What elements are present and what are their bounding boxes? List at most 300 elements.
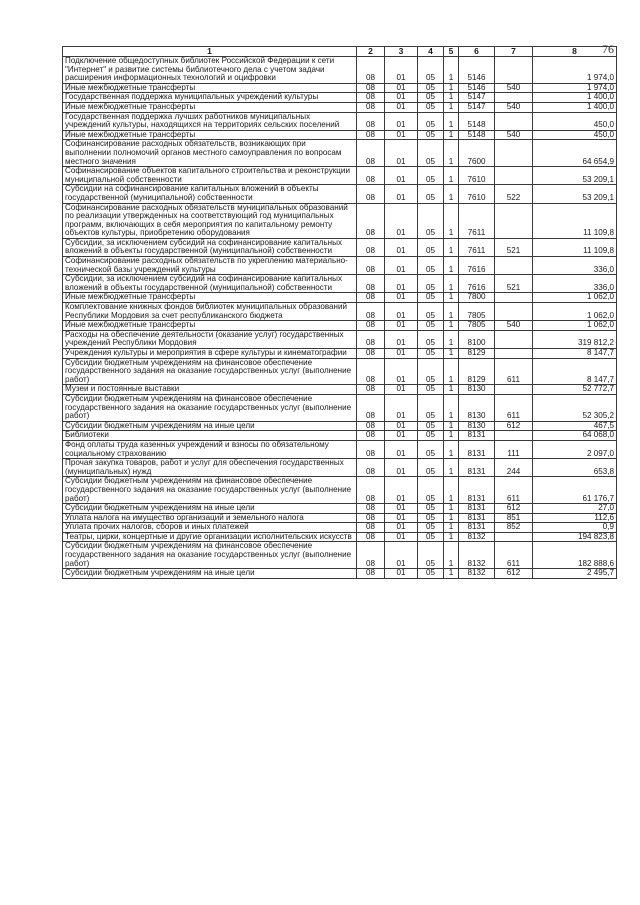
code-target: 8100 — [459, 330, 495, 348]
code-expense-type: 612 — [495, 421, 533, 431]
row-amount: 64 654,9 — [533, 140, 617, 167]
code-expense-type — [495, 112, 533, 130]
code-section: 08 — [357, 421, 385, 431]
code-section: 08 — [357, 569, 385, 579]
code-program: 1 — [444, 275, 459, 293]
row-description: Субсидии бюджетным учреждениям на иные цели — [63, 421, 357, 431]
code-section: 08 — [357, 542, 385, 569]
code-section: 08 — [357, 440, 385, 458]
code-target: 8132 — [459, 532, 495, 542]
row-description: Иные межбюджетные трансферты — [63, 102, 357, 112]
code-article: 05 — [418, 504, 444, 514]
code-expense-type — [495, 532, 533, 542]
table-row — [63, 542, 617, 569]
code-article: 05 — [418, 523, 444, 533]
row-description: Софинансирование расходных обязательств по укреплению материально-технической базы учреждений культуры — [63, 257, 357, 275]
row-amount: 27,0 — [533, 504, 617, 514]
code-expense-type: 521 — [495, 275, 533, 293]
code-program: 1 — [444, 167, 459, 185]
row-description: Учреждения культуры и мероприятия в сфере культуры и кинематографии — [63, 349, 357, 359]
code-target: 8131 — [459, 431, 495, 441]
code-subsection: 01 — [385, 185, 418, 203]
code-subsection: 01 — [385, 257, 418, 275]
code-subsection: 01 — [385, 532, 418, 542]
code-target: 5148 — [459, 130, 495, 140]
code-target: 5148 — [459, 112, 495, 130]
row-description: Иные межбюджетные трансферты — [63, 293, 357, 303]
code-section: 08 — [357, 330, 385, 348]
code-article: 05 — [418, 459, 444, 477]
code-article: 05 — [418, 238, 444, 256]
code-target: 7616 — [459, 275, 495, 293]
code-subsection: 01 — [385, 167, 418, 185]
row-description: Государственная поддержка муниципальных учреждений культуры — [63, 93, 357, 103]
code-section: 08 — [357, 358, 385, 385]
row-amount: 8 147,7 — [533, 349, 617, 359]
row-description: Уплата налога на имущество организаций и земельного налога — [63, 513, 357, 523]
code-section: 08 — [357, 513, 385, 523]
row-description: Фонд оплаты труда казенных учреждений и взносы по обязательному социальному страхованию — [63, 440, 357, 458]
code-article: 05 — [418, 57, 444, 84]
code-program: 1 — [444, 330, 459, 348]
code-program: 1 — [444, 130, 459, 140]
code-expense-type: 521 — [495, 238, 533, 256]
code-expense-type: 244 — [495, 459, 533, 477]
code-article: 05 — [418, 440, 444, 458]
row-description: Театры, цирки, концертные и другие организации исполнительских искусств — [63, 532, 357, 542]
code-program: 1 — [444, 421, 459, 431]
code-target: 7611 — [459, 238, 495, 256]
row-description: Софинансирование объектов капитального строительства и реконструкции муниципальной собственности — [63, 167, 357, 185]
code-section: 08 — [357, 321, 385, 331]
code-subsection: 01 — [385, 349, 418, 359]
code-target: 5147 — [459, 102, 495, 112]
code-program: 1 — [444, 321, 459, 331]
table-row — [63, 385, 617, 395]
table-row — [63, 140, 617, 167]
table-row — [63, 257, 617, 275]
row-amount: 336,0 — [533, 257, 617, 275]
row-description: Субсидии бюджетным учреждениям на иные цели — [63, 504, 357, 514]
code-section: 08 — [357, 238, 385, 256]
code-subsection: 01 — [385, 140, 418, 167]
code-program: 1 — [444, 542, 459, 569]
code-target: 7610 — [459, 167, 495, 185]
row-amount: 52 772,7 — [533, 385, 617, 395]
code-section: 08 — [357, 459, 385, 477]
row-amount: 53 209,1 — [533, 185, 617, 203]
row-description: Иные межбюджетные трансферты — [63, 83, 357, 93]
row-description: Софинансирование расходных обязательств, возникающих при выполнении полномочий органов местного самоуправления по вопросам местного значения — [63, 140, 357, 167]
column-header: 5 — [444, 47, 459, 57]
code-subsection: 01 — [385, 504, 418, 514]
code-expense-type: 852 — [495, 523, 533, 533]
row-description: Иные межбюджетные трансферты — [63, 130, 357, 140]
code-article: 05 — [418, 93, 444, 103]
code-section: 08 — [357, 140, 385, 167]
code-article: 05 — [418, 349, 444, 359]
code-expense-type — [495, 93, 533, 103]
code-expense-type: 612 — [495, 569, 533, 579]
row-description: Субсидии, за исключением субсидий на софинансирование капитальных вложений в объекты государственной (муниципальной) собственности — [63, 275, 357, 293]
code-subsection: 01 — [385, 203, 418, 238]
code-article: 05 — [418, 257, 444, 275]
row-amount: 112,6 — [533, 513, 617, 523]
row-amount: 11 109,8 — [533, 203, 617, 238]
row-amount: 450,0 — [533, 112, 617, 130]
table-row — [63, 459, 617, 477]
row-amount: 53 209,1 — [533, 167, 617, 185]
table-row — [63, 57, 617, 84]
code-program: 1 — [444, 532, 459, 542]
code-article: 05 — [418, 83, 444, 93]
code-article: 05 — [418, 130, 444, 140]
code-section: 08 — [357, 532, 385, 542]
table-row — [63, 431, 617, 441]
code-subsection: 01 — [385, 394, 418, 421]
row-amount: 2 097,0 — [533, 440, 617, 458]
column-header: 4 — [418, 47, 444, 57]
code-program: 1 — [444, 203, 459, 238]
row-amount: 61 176,7 — [533, 477, 617, 504]
code-article: 05 — [418, 293, 444, 303]
code-article: 05 — [418, 513, 444, 523]
code-expense-type — [495, 57, 533, 84]
row-description: Субсидии бюджетным учреждениям на финансовое обеспечение государственного задания на оказание государственных услуг (выполнение работ) — [63, 542, 357, 569]
code-target: 5146 — [459, 57, 495, 84]
column-header: 1 — [63, 47, 357, 57]
code-expense-type: 111 — [495, 440, 533, 458]
code-subsection: 01 — [385, 569, 418, 579]
table-row — [63, 112, 617, 130]
code-target: 8131 — [459, 504, 495, 514]
code-program: 1 — [444, 238, 459, 256]
code-program: 1 — [444, 523, 459, 533]
code-expense-type — [495, 257, 533, 275]
code-section: 08 — [357, 93, 385, 103]
code-section: 08 — [357, 477, 385, 504]
code-subsection: 01 — [385, 112, 418, 130]
code-article: 05 — [418, 203, 444, 238]
row-description: Субсидии бюджетным учреждениям на финансовое обеспечение государственного задания на оказание государственных услуг (выполнение работ) — [63, 394, 357, 421]
table-row — [63, 275, 617, 293]
code-subsection: 01 — [385, 293, 418, 303]
code-subsection: 01 — [385, 238, 418, 256]
table-row — [63, 358, 617, 385]
code-target: 7610 — [459, 185, 495, 203]
row-description: Комплектование книжных фондов библиотек муниципальных образований Республики Мордовия за счет республиканского бюджета — [63, 303, 357, 321]
code-subsection: 01 — [385, 93, 418, 103]
code-target: 7800 — [459, 293, 495, 303]
code-subsection: 01 — [385, 477, 418, 504]
code-subsection: 01 — [385, 83, 418, 93]
code-article: 05 — [418, 431, 444, 441]
table-row — [63, 130, 617, 140]
code-section: 08 — [357, 57, 385, 84]
row-amount: 182 888,6 — [533, 542, 617, 569]
code-expense-type — [495, 203, 533, 238]
code-expense-type — [495, 140, 533, 167]
code-section: 08 — [357, 167, 385, 185]
row-description: Субсидии бюджетным учреждениям на иные цели — [63, 569, 357, 579]
code-expense-type — [495, 303, 533, 321]
code-article: 05 — [418, 358, 444, 385]
code-subsection: 01 — [385, 57, 418, 84]
table-body — [63, 57, 617, 579]
code-target: 8130 — [459, 385, 495, 395]
page-number: 76 — [602, 42, 614, 56]
code-program: 1 — [444, 185, 459, 203]
row-amount: 1 400,0 — [533, 102, 617, 112]
code-target: 7805 — [459, 321, 495, 331]
code-article: 05 — [418, 102, 444, 112]
table-row — [63, 477, 617, 504]
code-expense-type — [495, 330, 533, 348]
code-program: 1 — [444, 140, 459, 167]
code-article: 05 — [418, 167, 444, 185]
row-amount: 653,8 — [533, 459, 617, 477]
code-section: 08 — [357, 303, 385, 321]
code-section: 08 — [357, 83, 385, 93]
code-target: 7611 — [459, 203, 495, 238]
code-article: 05 — [418, 421, 444, 431]
header-row — [63, 47, 617, 57]
code-section: 08 — [357, 349, 385, 359]
table-row — [63, 440, 617, 458]
code-target: 8131 — [459, 477, 495, 504]
code-program: 1 — [444, 83, 459, 93]
code-article: 05 — [418, 569, 444, 579]
code-program: 1 — [444, 431, 459, 441]
column-header: 3 — [385, 47, 418, 57]
code-program: 1 — [444, 459, 459, 477]
code-subsection: 01 — [385, 459, 418, 477]
row-amount: 1 400,0 — [533, 93, 617, 103]
row-description: Прочая закупка товаров, работ и услуг для обеспечения государственных (муниципальных) нужд — [63, 459, 357, 477]
code-target: 8130 — [459, 394, 495, 421]
code-expense-type — [495, 167, 533, 185]
code-program: 1 — [444, 293, 459, 303]
table-row — [63, 238, 617, 256]
code-subsection: 01 — [385, 385, 418, 395]
code-subsection: 01 — [385, 130, 418, 140]
code-article: 05 — [418, 275, 444, 293]
row-amount: 64 068,0 — [533, 431, 617, 441]
code-expense-type — [495, 293, 533, 303]
code-target: 7600 — [459, 140, 495, 167]
code-article: 05 — [418, 321, 444, 331]
code-article: 05 — [418, 477, 444, 504]
code-subsection: 01 — [385, 513, 418, 523]
code-section: 08 — [357, 185, 385, 203]
table-row — [63, 349, 617, 359]
row-description: Уплата прочих налогов, сборов и иных платежей — [63, 523, 357, 533]
code-section: 08 — [357, 523, 385, 533]
code-program: 1 — [444, 358, 459, 385]
code-program: 1 — [444, 385, 459, 395]
code-program: 1 — [444, 513, 459, 523]
code-target: 8132 — [459, 542, 495, 569]
code-program: 1 — [444, 257, 459, 275]
table-row — [63, 513, 617, 523]
column-header: 8 — [533, 47, 617, 57]
code-target: 8132 — [459, 569, 495, 579]
code-expense-type: 540 — [495, 130, 533, 140]
table-row — [63, 102, 617, 112]
table-row — [63, 167, 617, 185]
code-expense-type: 611 — [495, 542, 533, 569]
row-description: Музеи и постоянные выставки — [63, 385, 357, 395]
code-subsection: 01 — [385, 440, 418, 458]
code-article: 05 — [418, 532, 444, 542]
code-target: 8131 — [459, 440, 495, 458]
budget-table — [62, 46, 617, 579]
code-target: 8131 — [459, 523, 495, 533]
code-target: 8129 — [459, 358, 495, 385]
row-amount: 52 305,2 — [533, 394, 617, 421]
code-section: 08 — [357, 112, 385, 130]
row-amount: 8 147,7 — [533, 358, 617, 385]
code-expense-type — [495, 431, 533, 441]
code-target: 8129 — [459, 349, 495, 359]
code-section: 08 — [357, 504, 385, 514]
code-target: 7805 — [459, 303, 495, 321]
code-subsection: 01 — [385, 102, 418, 112]
code-target: 5146 — [459, 83, 495, 93]
row-amount: 2 495,7 — [533, 569, 617, 579]
code-section: 08 — [357, 431, 385, 441]
row-description: Субсидии бюджетным учреждениям на финансовое обеспечение государственного задания на оказание государственных услуг (выполнение работ) — [63, 477, 357, 504]
code-section: 08 — [357, 257, 385, 275]
code-program: 1 — [444, 112, 459, 130]
row-description: Иные межбюджетные трансферты — [63, 321, 357, 331]
code-program: 1 — [444, 504, 459, 514]
table-row — [63, 185, 617, 203]
table-row — [63, 421, 617, 431]
row-description: Субсидии бюджетным учреждениям на финансовое обеспечение государственного задания на оказание государственных услуг (выполнение работ) — [63, 358, 357, 385]
row-amount: 336,0 — [533, 275, 617, 293]
row-description: Библиотеки — [63, 431, 357, 441]
code-target: 8131 — [459, 459, 495, 477]
code-expense-type — [495, 385, 533, 395]
code-program: 1 — [444, 303, 459, 321]
row-amount: 1 974,0 — [533, 57, 617, 84]
column-header: 2 — [357, 47, 385, 57]
table-row — [63, 523, 617, 533]
code-expense-type: 540 — [495, 321, 533, 331]
code-section: 08 — [357, 394, 385, 421]
table-row — [63, 394, 617, 421]
column-header: 6 — [459, 47, 495, 57]
row-description: Субсидии на софинансирование капитальных вложений в объекты государственной (муниципальной) собственности — [63, 185, 357, 203]
row-amount: 319 812,2 — [533, 330, 617, 348]
code-expense-type: 522 — [495, 185, 533, 203]
code-program: 1 — [444, 93, 459, 103]
code-subsection: 01 — [385, 330, 418, 348]
code-section: 08 — [357, 293, 385, 303]
code-subsection: 01 — [385, 523, 418, 533]
code-section: 08 — [357, 102, 385, 112]
table-row — [63, 569, 617, 579]
row-amount: 11 109,8 — [533, 238, 617, 256]
code-article: 05 — [418, 112, 444, 130]
code-program: 1 — [444, 102, 459, 112]
row-description: Расходы на обеспечение деятельности (оказание услуг) государственных учреждений Республики Мордовия — [63, 330, 357, 348]
table-row — [63, 330, 617, 348]
code-article: 05 — [418, 330, 444, 348]
row-amount: 1 062,0 — [533, 303, 617, 321]
table-row — [63, 93, 617, 103]
column-header: 7 — [495, 47, 533, 57]
code-expense-type — [495, 349, 533, 359]
row-description: Государственная поддержка лучших работников муниципальных учреждений культуры, находящихся на территориях сельских поселений — [63, 112, 357, 130]
code-target: 8131 — [459, 513, 495, 523]
row-amount: 1 974,0 — [533, 83, 617, 93]
code-expense-type: 611 — [495, 477, 533, 504]
code-expense-type: 612 — [495, 504, 533, 514]
row-amount: 0,9 — [533, 523, 617, 533]
code-program: 1 — [444, 57, 459, 84]
code-article: 05 — [418, 185, 444, 203]
code-subsection: 01 — [385, 421, 418, 431]
code-expense-type: 851 — [495, 513, 533, 523]
row-amount: 1 062,0 — [533, 321, 617, 331]
row-description: Подключение общедоступных библиотек Российской Федерации к сети "Интернет" и развитие системы библиотечного дела с учетом задачи расширения информационных технологий и оцифровки — [63, 57, 357, 84]
table-row — [63, 532, 617, 542]
code-article: 05 — [418, 303, 444, 321]
code-target: 5147 — [459, 93, 495, 103]
code-subsection: 01 — [385, 358, 418, 385]
code-section: 08 — [357, 385, 385, 395]
row-description: Софинансирование расходных обязательств муниципальных образований по реализации утвержденных на соответствующий год муниципальных программ, включающих в себя мероприятия по капитальному ремонту объектов культуры, приобретению оборудования — [63, 203, 357, 238]
code-article: 05 — [418, 394, 444, 421]
code-subsection: 01 — [385, 321, 418, 331]
row-amount: 194 823,8 — [533, 532, 617, 542]
code-article: 05 — [418, 140, 444, 167]
code-subsection: 01 — [385, 431, 418, 441]
code-subsection: 01 — [385, 275, 418, 293]
row-amount: 1 062,0 — [533, 293, 617, 303]
code-expense-type: 611 — [495, 358, 533, 385]
code-program: 1 — [444, 569, 459, 579]
code-subsection: 01 — [385, 542, 418, 569]
table-row — [63, 83, 617, 93]
row-amount: 467,5 — [533, 421, 617, 431]
code-program: 1 — [444, 394, 459, 421]
table-row — [63, 293, 617, 303]
code-section: 08 — [357, 203, 385, 238]
table-row — [63, 504, 617, 514]
code-section: 08 — [357, 130, 385, 140]
code-expense-type: 540 — [495, 83, 533, 93]
code-expense-type: 540 — [495, 102, 533, 112]
code-section: 08 — [357, 275, 385, 293]
code-article: 05 — [418, 542, 444, 569]
code-program: 1 — [444, 440, 459, 458]
code-article: 05 — [418, 385, 444, 395]
code-program: 1 — [444, 349, 459, 359]
table-row — [63, 321, 617, 331]
code-subsection: 01 — [385, 303, 418, 321]
row-description: Субсидии, за исключением субсидий на софинансирование капитальных вложений в объекты государственной (муниципальной) собственности — [63, 238, 357, 256]
table-row — [63, 303, 617, 321]
row-amount: 450,0 — [533, 130, 617, 140]
code-target: 7616 — [459, 257, 495, 275]
code-expense-type: 611 — [495, 394, 533, 421]
code-program: 1 — [444, 477, 459, 504]
code-target: 8130 — [459, 421, 495, 431]
table-row — [63, 203, 617, 238]
